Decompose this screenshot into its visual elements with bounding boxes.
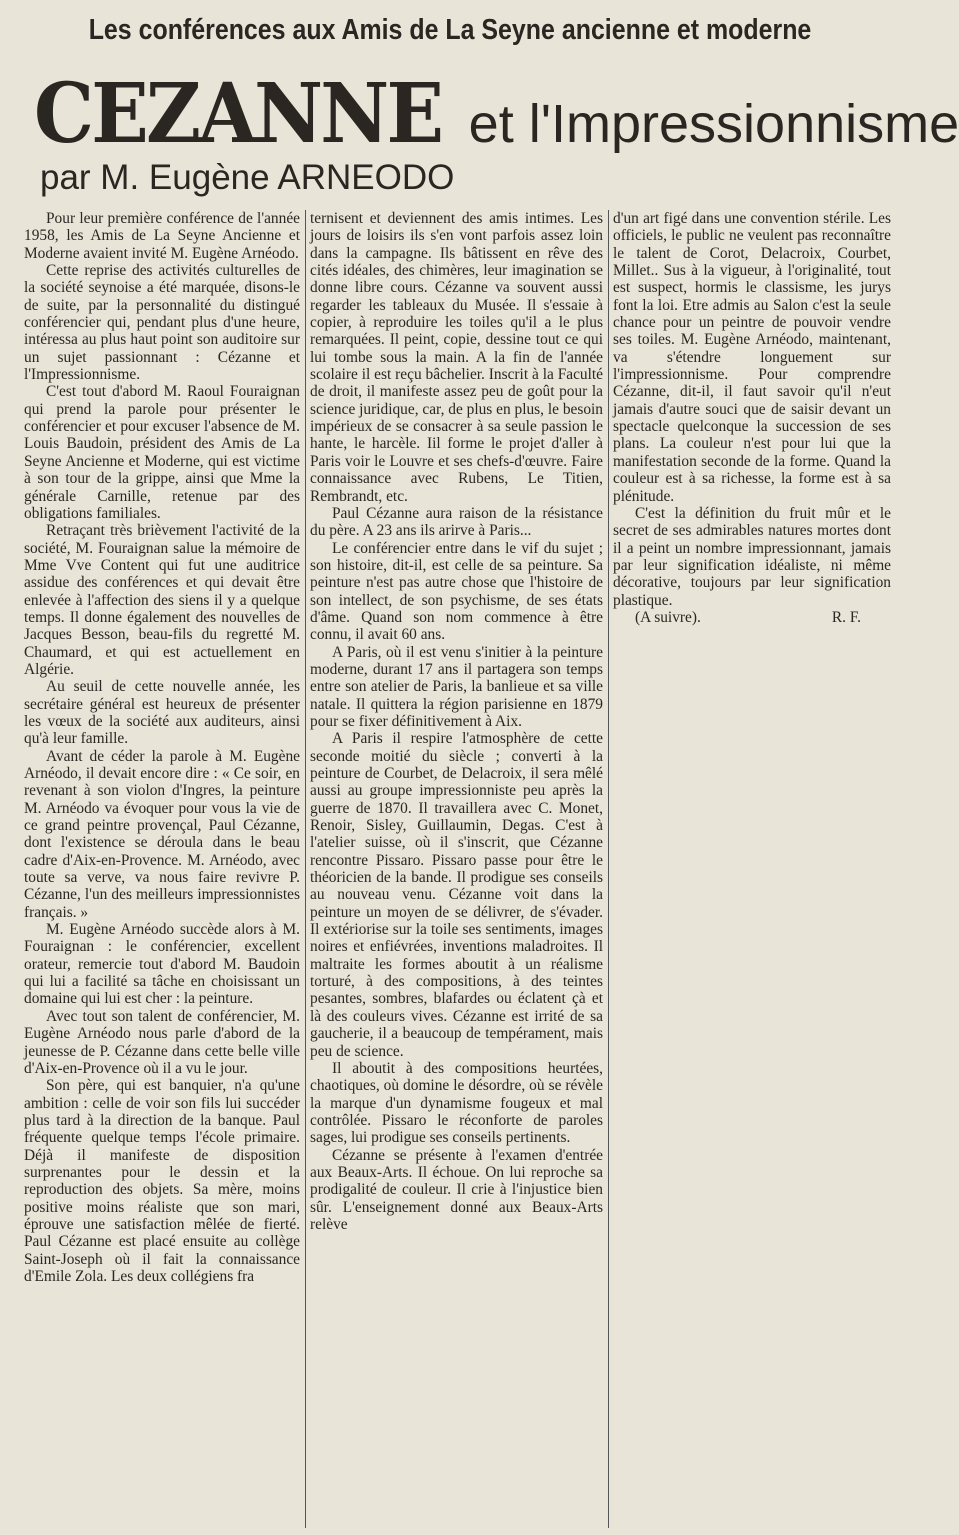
headline-main-word: CEZANNE: [34, 66, 442, 162]
paragraph: C'est la définition du fruit mûr et le secret de ses admirables natures mortes dont il a peint un nombre impressionnant, jamais par leur signification idéaliste, ni même décorative, toujours par leur signification plastique.: [613, 504, 891, 609]
paragraph: Retraçant très brièvement l'activité de la société, M. Fouraignan salue la mémoire de Mme Vve Content qui fut une auditrice assidue des conférences et qui devait être enlevée à l'affection des siens il y a quelque temps. Il donne également des nouvelles de Jacques Besson, beau-fils du regretté M. Chaumard, et qui est actuellement en Algérie.: [24, 522, 300, 678]
author-initials: R. F.: [831, 608, 861, 626]
paragraph: d'un art figé dans une convention stérile. Les officiels, le public ne veulent pas reconnaître le talent de Corot, Delacroix, Courbet, Millet.. Sus à la vigueur, à l'originalité, tout est suspect, hormis le classisme, les jurys font la loi. Etre admis au Salon c'est la seule chance pour un peintre de pouvoir vendre ses toiles. M. Eugène Arnéodo, maintenant, va s'étendre longuement sur l'impressionnisme. Pour comprendre Cézanne, dit-il, il faut savoir qu'il n'eut jamais d'autre souci que de saisir devant un spectacle quelconque la succession de ses plans. La couleur n'est pour lui que la manifestation seconde de la forme. Quand la couleur est à sa richesse, la forme est à sa plénitude.: [613, 210, 891, 505]
article-signoff: [613, 609, 891, 626]
headline-rest: et l'Impressionnisme: [468, 94, 959, 154]
column-divider: [608, 210, 609, 1528]
paragraph: Paul Cézanne aura raison de la résistance du père. A 23 ans ils arirve à Paris...: [310, 504, 603, 540]
article-column-1: [24, 210, 300, 1528]
paragraph: Le conférencier entre dans le vif du sujet ; son histoire, dit-il, est celle de sa peinture. Sa peinture n'est pas autre chose que l'histoire de son intellect, de son psychisme, de ses états d'âme. Quand son nom commence à être connu, il avait 60 ans.: [310, 539, 603, 644]
paragraph: Avant de céder la parole à M. Eugène Arnéodo, il devait encore dire : « Ce soir, en revenant à son violon d'Ingres, la peinture M. Arnéodo va évoquer pour vous la vie de ce grand peintre provençal, Paul Cézanne, dont l'existence se déroula dans le beau cadre d'Aix-en-Provence. M. Arnéodo, avec toute sa verve, va nous faire revivre P. Cézanne, l'un des meilleurs impressionnistes français. »: [24, 747, 300, 921]
paragraph: Son père, qui est banquier, n'a qu'une ambition : celle de voir son fils lui succéder plus tard à la direction de la banque. Paul fréquente quelque temps l'école primaire. Déjà il manifeste de disposition surprenantes pour le dessin et la reproduction des objets. Sa mère, moins positive moins réaliste que son mari, éprouve une satisfaction mêlée de fierté. Paul Cézanne est placé ensuite au collège Saint-Joseph où il fait la connaissance d'Emile Zola. Les deux collégiens fra: [24, 1077, 300, 1285]
article-column-2: [310, 210, 603, 1528]
paragraph: Pour leur première conférence de l'année 1958, les Amis de La Seyne Ancienne et Moderne avaient invité M. Eugène Arnéodo.: [24, 210, 300, 262]
paragraph: A Paris, où il est venu s'initier à la peinture moderne, durant 17 ans il partagera son temps entre son atelier de Paris, la banlieue et sa ville natale. Il quittera la région parisienne en 1879 pour se fixer définitivement à Aix.: [310, 643, 603, 730]
article-kicker: Les conférences aux Amis de La Seyne ancienne et moderne: [88, 14, 812, 46]
article-byline: par M. Eugène ARNEODO: [40, 158, 455, 197]
article-headline: [34, 66, 959, 162]
article-column-3: [613, 210, 891, 710]
paragraph: ternisent et deviennent des amis intimes. Les jours de loisirs ils s'en vont parfois assez loin dans la campagne. Ils bâtissent en rêve des cités idéales, des chimères, leur imagination se donne libre cours. Cézanne va souvent aussi regarder les tableaux du Musée. Il s'essaie à copier, à reproduire les toiles qu'il a le plus remarquées. Il peint, copie, dessine tout ce qui lui tombe sous la main. A la fin de l'année scolaire il est reçu bâchelier. Inscrit à la Faculté de droit, il manifeste assez peu de goût pour la science juridique, car, de plus en plus, le besoin impérieux de se consacrer à sa seule passion le hante, le harcèle. Iil forme le projet d'aller à Paris voir le Louvre et ses chefs-d'œuvre. Faire connaissance avec Rubens, Le Titien, Rembrandt, etc.: [310, 210, 604, 505]
paragraph: Au seuil de cette nouvelle année, les secrétaire général est heureux de présenter les vœux de la société aux auditeurs, ainsi qu'à leur famille.: [24, 678, 300, 748]
paragraph: C'est tout d'abord M. Raoul Fouraignan qui prend la parole pour présenter le conférencier et pour excuser l'absence de M. Louis Baudoin, président des Amis de La Seyne Ancienne et Moderne, qui est victime à son tour de la grippe, ainsi que Mme la générale Carnille, retenue par des obligations familiales.: [24, 383, 300, 522]
paragraph: Avec tout son talent de conférencier, M. Eugène Arnéodo nous parle d'abord de la jeunesse de P. Cézanne dans cette belle ville d'Aix-en-Provence où il a vu le jour.: [24, 1007, 300, 1077]
to-be-continued: (A suivre).: [635, 608, 701, 626]
column-divider: [305, 210, 306, 1528]
paragraph: Cette reprise des activités culturelles de la société seynoise a été marquée, disons-le de suite, par la personnalité du distingué conférencier qui, pendant plus d'une heure, intéressa au plus haut point son auditoire sur un sujet passionnant : Cézanne et l'Impressionnisme.: [24, 262, 300, 384]
paragraph: M. Eugène Arnéodo succède alors à M. Fouraignan : le conférencier, excellent orateur, remercie tout d'abord M. Baudoin qui lui a facilité sa tâche en choisissant un domaine qui lui est cher : la peinture.: [24, 921, 300, 1008]
paragraph: A Paris il respire l'atmosphère de cette seconde moitié du siècle ; converti à la peinture de Courbet, de Delacroix, il sera mêlé aussi au groupe impressionniste peu après la guerre de 1870. Il travaillera avec C. Monet, Renoir, Sisley, Guillaumin, Degas. C'est à l'atelier suisse, où il s'inscrit, que Cézanne rencontre Pissaro. Pissaro passe pour être le théoricien de la bande. Il prodigue ses conseils au nouveau venu. Cézanne voit dans la peinture un moyen de se délivrer, de s'évader. Il extériorise sur la toile ses sentiments, images noires et enfiévrées, inventions maladroites. Il maltraite les formes aboutit à un réalisme torturé, à des compositions, à des teintes pesantes, sombres, blafardes ou éclatent çà et là des couleurs vives. Cézanne est irrité de sa gaucherie, il a beaucoup de tempérament, mais peu de science.: [310, 730, 603, 1060]
paragraph: Cézanne se présente à l'examen d'entrée aux Beaux-Arts. Il échoue. On lui reproche sa prodigalité de couleur. Il crie à l'injustice bien sûr. L'enseignement donné aux Beaux-Arts relève: [310, 1146, 603, 1233]
paragraph: Il aboutit à des compositions heurtées, chaotiques, où domine le désordre, où se révèle la marque d'un dynamisme fougeux et mal contrôlée. Pissaro le réconforte de paroles sages, lui prodigue ses conseils pertinents.: [310, 1059, 603, 1147]
